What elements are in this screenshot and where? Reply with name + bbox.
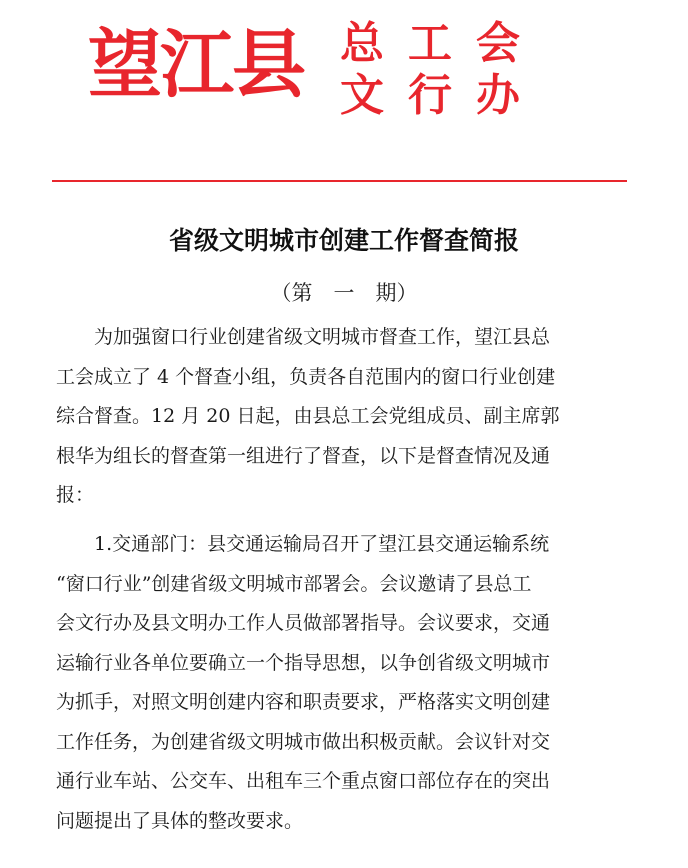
paragraph-line: 为抓手，对照文明创建内容和职责要求，严格落实文明创建 (56, 691, 551, 713)
paragraph-line: 问题提出了具体的整改要求。 (56, 809, 304, 832)
paragraph-line: “窗口行业”创建省级文明城市部署会。会议邀请了县总工 (56, 572, 532, 595)
paragraph-line: 为加强窗口行业创建省级文明城市督查工作，望江县总 (94, 326, 551, 348)
paragraph-line: 报： (56, 484, 95, 506)
paragraph-line: 根华为组长的督查第一组进行了督查，以下是督查情况及通 (56, 444, 551, 467)
org-suffix-line-1: 总工会 (340, 18, 544, 69)
org-name: 望江县 (88, 22, 304, 108)
org-suffix (340, 18, 544, 122)
paragraph-line: 通行业车站、公交车、出租车三个重点窗口部位存在的突出 (56, 770, 551, 792)
document-title: 省级文明城市创建工作督查简报 (168, 226, 519, 255)
paragraph-line: 运输行业各单位要确立一个指导思想，以争创省级文明城市 (56, 651, 551, 674)
paragraph-line: 工会成立了 4 个督查小组，负责各自范围内的窗口行业创建 (56, 365, 556, 388)
issue-number: （第 一 期） (270, 281, 418, 305)
paragraph-line: 会文行办及县文明办工作人员做部署指导。会议要求，交通 (56, 612, 551, 634)
paragraph-1 (56, 318, 616, 516)
letterhead-divider (52, 180, 627, 182)
paragraph-line: 工作任务，为创建省级文明城市做出积极贡献。会议针对交 (56, 730, 551, 753)
paragraph-2 (56, 525, 616, 841)
org-suffix-line-2: 文行办 (340, 70, 544, 121)
paragraph-line: 综合督查。12 月 20 日起，由县总工会党组成员、副主席郭 (56, 405, 560, 427)
letterhead (0, 0, 688, 182)
paragraph-line: 1.交通部门：县交通运输局召开了望江县交通运输系统 (94, 533, 550, 555)
